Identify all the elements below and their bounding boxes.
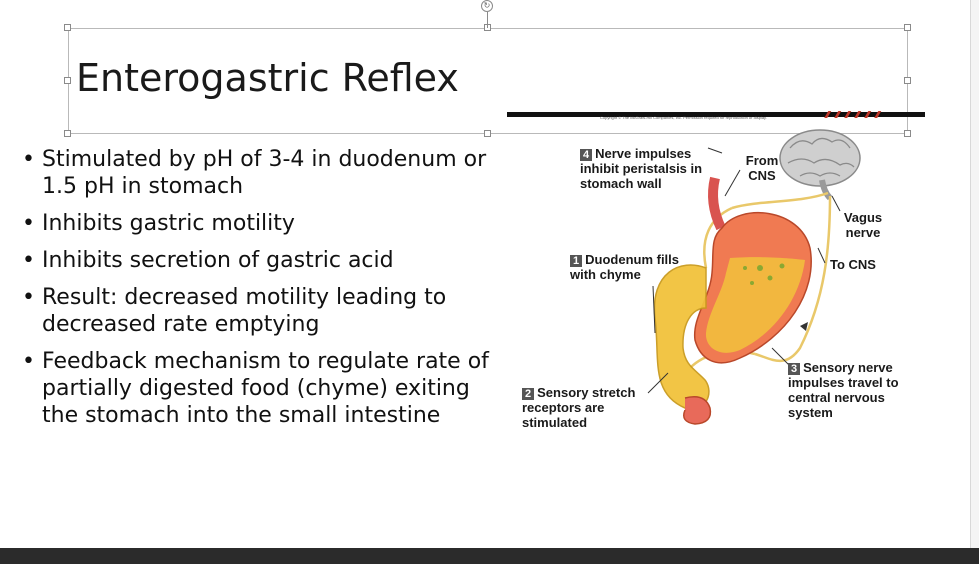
- intestine-loop: [684, 397, 711, 424]
- bullet-list[interactable]: [22, 146, 492, 439]
- label-step3: 3 Sensory nerve impulses travel to central nervous system: [788, 360, 899, 420]
- label-step4: 4 Nerve impulses inhibit peristalsis in stomach wall: [580, 146, 703, 191]
- status-bar: [0, 548, 979, 564]
- rotate-handle-icon[interactable]: ↻: [481, 0, 493, 12]
- resize-handle-tr[interactable]: [904, 24, 911, 31]
- label-step2: 2 Sensory stretch receptors are stimulated: [522, 385, 636, 430]
- label-from-cns: From CNS: [745, 153, 779, 183]
- bullet-item: • Inhibits secretion of gastric acid: [22, 247, 492, 274]
- stomach: [695, 213, 812, 363]
- slide-scrollbar[interactable]: [970, 0, 979, 548]
- resize-handle-mr[interactable]: [904, 77, 911, 84]
- label-to-cns: To CNS: [830, 257, 876, 272]
- bullet-item: • Feedback mechanism to regulate rate of partially digested food (chyme) exiting the stomach into the small intestine: [22, 348, 492, 429]
- slide-title[interactable]: Enterogastric Reflex: [76, 56, 459, 100]
- step-number: 1: [570, 255, 582, 267]
- step-number: 3: [788, 363, 800, 375]
- label-step1: 1 Duodenum fills with chyme: [570, 252, 680, 282]
- resize-handle-bm[interactable]: [484, 130, 491, 137]
- step-number: 2: [522, 388, 534, 400]
- arrow-up-icon: [800, 322, 808, 331]
- resize-handle-tl[interactable]: [64, 24, 71, 31]
- bullet-item: • Stimulated by pH of 3-4 in duodenum or 1.5 pH in stomach: [22, 146, 492, 200]
- bullet-item: • Inhibits gastric motility: [22, 210, 492, 237]
- rotation-stem: [487, 12, 488, 28]
- step-number: 4: [580, 149, 592, 161]
- resize-handle-ml[interactable]: [64, 77, 71, 84]
- bullet-item: • Result: decreased motility leading to decreased rate emptying: [22, 284, 492, 338]
- brain-icon: [780, 130, 860, 198]
- resize-handle-bl[interactable]: [64, 130, 71, 137]
- label-vagus-nerve: Vagus nerve: [843, 210, 883, 240]
- figure-copyright: Copyright © The McGraw-Hill Companies, Inc. Permission required for reproduction or display.: [600, 115, 767, 120]
